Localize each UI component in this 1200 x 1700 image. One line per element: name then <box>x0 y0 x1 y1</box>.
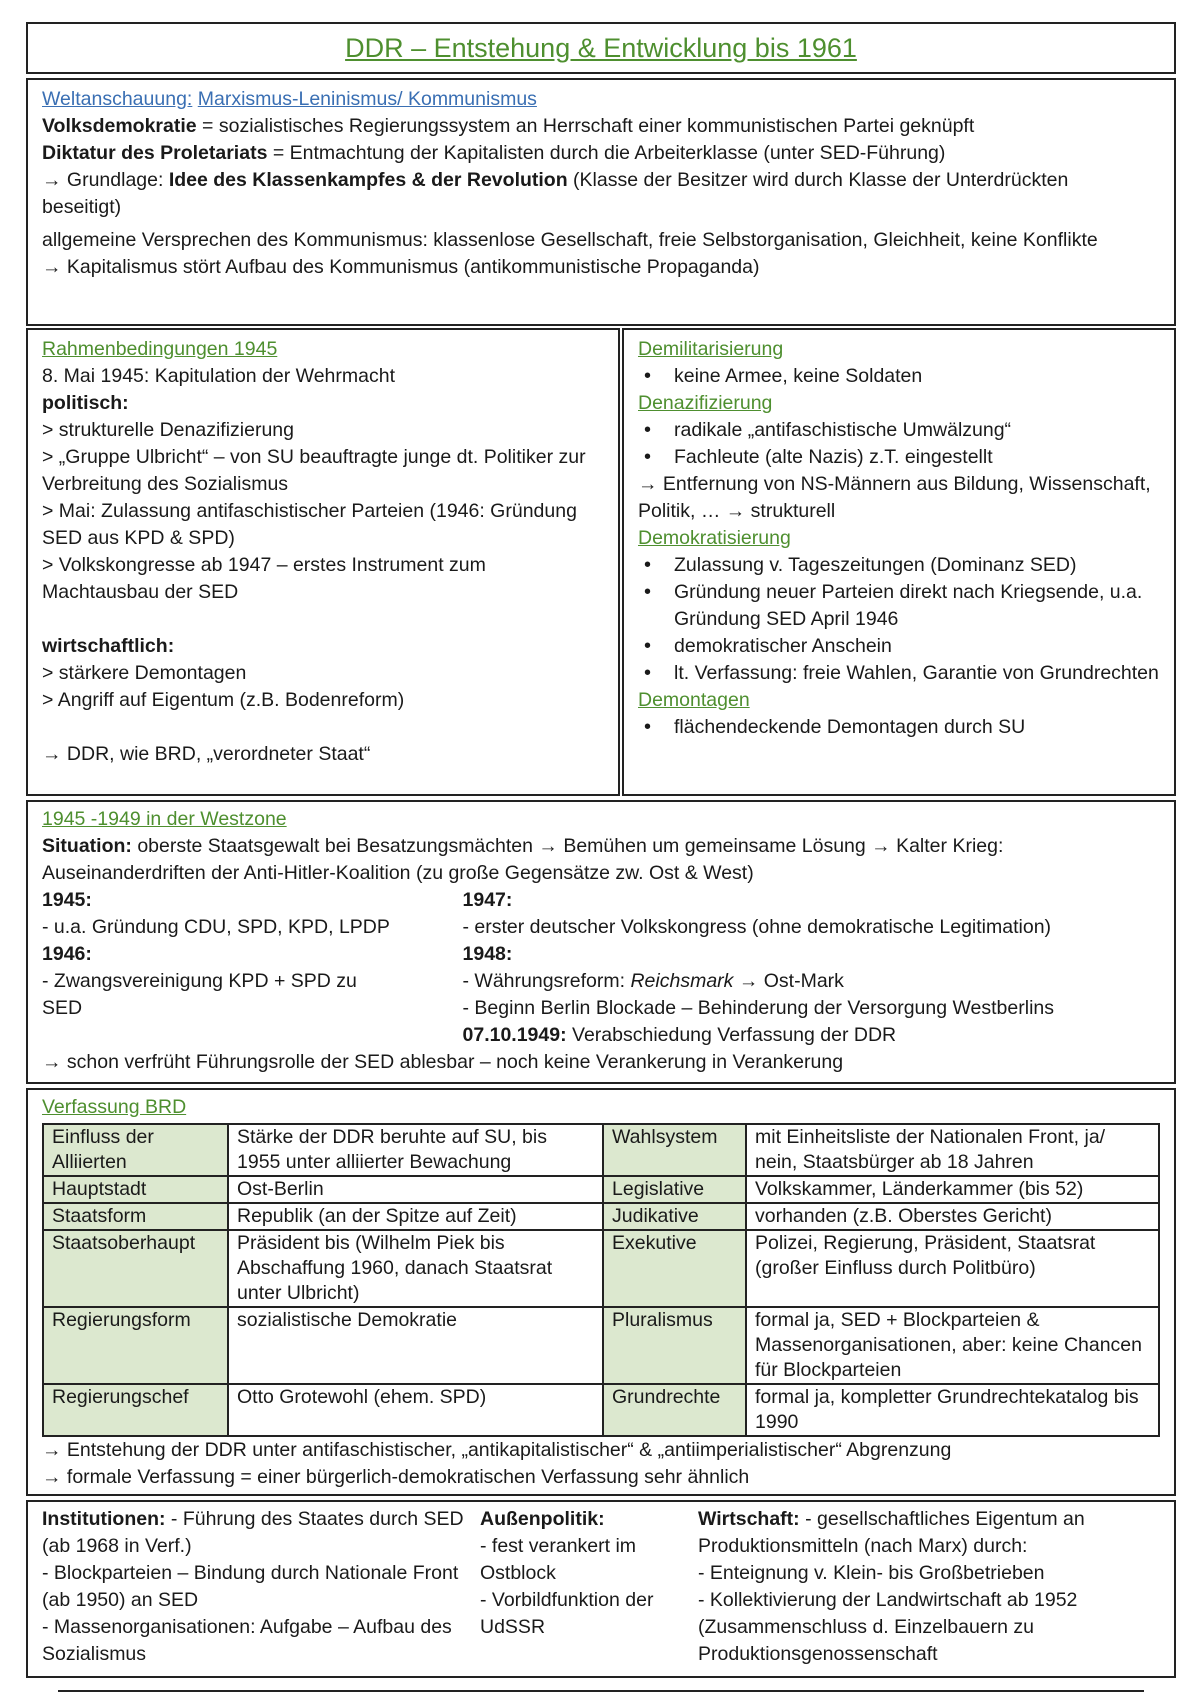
rahmen-wirt-item: > Angriff auf Eigentum (z.B. Bodenreform) <box>42 689 405 711</box>
def-volksdemokratie: = sozialistisches Regierungssystem an Herrschaft einer kommunistischen Partei geknüpft <box>196 115 975 137</box>
aussenpolitik-col <box>480 1506 698 1668</box>
grundlage-bold: Idee des Klassenkampfes & der Revolution <box>168 169 568 191</box>
demo-list <box>638 552 1160 687</box>
waehrung-pre: - Währungsreform: <box>462 970 631 992</box>
row-value: Polizei, Regierung, Präsident, Staatsrat (großer Einfluss durch Politbüro) <box>746 1230 1159 1307</box>
ideology-line-3 <box>42 167 1160 221</box>
aussenpolitik-label: Außenpolitik: <box>480 1508 605 1530</box>
row-value: Ost-Berlin <box>228 1176 603 1203</box>
row-label: Legislative <box>603 1176 746 1203</box>
wirtschaft-first-text: - gesellschaftliches Eigentum an Produktionsmitteln (nach Marx) durch: <box>698 1508 1085 1557</box>
row-label: Pluralismus <box>603 1307 746 1384</box>
westzone-left-col <box>42 887 463 1049</box>
demo-heading: Demokratisierung <box>638 527 791 549</box>
verfassung-table-body <box>43 1124 1159 1436</box>
text-1948-a <box>463 968 1161 995</box>
verfassung-note-1: → Entstehung der DDR unter antifaschistischer, „antikapitalistischer“ & „antiimperialistischer“ Abgrenzung <box>42 1439 952 1461</box>
list-item: • keine Armee, keine Soldaten <box>638 363 1160 390</box>
rahmen-heading: Rahmenbedingungen 1945 <box>42 338 278 360</box>
ideology-heading-rest: Marxismus-Leninismus/ Kommunismus <box>197 88 537 110</box>
rahmen-wirt-label <box>42 633 604 660</box>
verfassung-section <box>26 1088 1176 1496</box>
row-label: Hauptstadt <box>43 1176 228 1203</box>
demil-heading: Demilitarisierung <box>638 338 784 360</box>
verfassung-table <box>42 1123 1160 1437</box>
verfassung-heading: Verfassung BRD <box>42 1096 187 1118</box>
westzone-heading: 1945 -1949 in der Westzone <box>42 808 287 830</box>
westzone-right-col <box>463 887 1161 1049</box>
row-label: Staatsform <box>43 1203 228 1230</box>
row-value: Republik (an der Spitze auf Zeit) <box>228 1203 603 1230</box>
ideology-section <box>26 78 1176 326</box>
summary-section <box>26 1500 1176 1678</box>
verfassung-note-2: → formale Verfassung = einer bürgerlich-demokratischen Verfassung sehr ähnlich <box>42 1466 750 1488</box>
wirtschaft-first <box>698 1506 1158 1560</box>
denaz-heading: Denazifizierung <box>638 392 773 414</box>
ideology-line-4: allgemeine Versprechen des Kommunismus: klassenlose Gesellschaft, freie Selbstorganisation, Gleichheit, keine Konflikte <box>42 229 1098 251</box>
list-item: • Zulassung v. Tageszeitungen (Dominanz SED) <box>638 552 1160 579</box>
demont-heading: Demontagen <box>638 689 750 711</box>
grundlage-rest: (Klasse der Besitzer wird durch Klasse der Unterdrückten beseitigt) <box>42 169 1069 218</box>
table-row <box>43 1176 1159 1203</box>
institutionen-item: - Massenorganisationen: Aufgabe – Aufbau des Sozialismus <box>42 1616 452 1665</box>
row-label: Judikative <box>603 1203 746 1230</box>
title-box <box>26 22 1176 74</box>
institutionen-first <box>42 1506 472 1560</box>
institutionen-col <box>42 1506 480 1668</box>
text-1948-b: - Beginn Berlin Blockade – Behinderung der Versorgung Westberlins <box>462 997 1054 1019</box>
four-d-section <box>622 328 1176 796</box>
aussenpolitik-label-row <box>480 1506 670 1533</box>
list-item: • radikale „antifaschistische Umwälzung“ <box>638 417 1160 444</box>
wirt-label-text: wirtschaftlich: <box>42 635 175 657</box>
row-value: Otto Grotewohl (ehem. SPD) <box>228 1384 603 1436</box>
footer-divider <box>58 1690 1144 1692</box>
row-label: Grundrechte <box>603 1384 746 1436</box>
ideology-line-5: → Kapitalismus stört Aufbau des Kommunismus (antikommunistische Propaganda) <box>42 256 760 278</box>
demont-list <box>638 714 1160 741</box>
row-label: Regierungschef <box>43 1384 228 1436</box>
institutionen-item: - Blockparteien – Bindung durch Nationale Front (ab 1950) an SED <box>42 1562 459 1611</box>
situation-text: oberste Staatsgewalt bei Besatzungsmächten → Bemühen um gemeinsame Lösung → Kalter Krieg: Auseinanderdriften der Anti-Hitler-Koalition (zu große Gegensätze zw. Ost & West) <box>42 835 1004 884</box>
institutionen-label: Institutionen: <box>42 1508 166 1530</box>
row-value: Präsident bis (Wilhelm Piek bis Abschaffung 1960, danach Staatsrat unter Ulbricht) <box>228 1230 603 1307</box>
text-1946: - Zwangsvereinigung KPD + SPD zu SED <box>42 970 357 1019</box>
denaz-list <box>638 417 1160 471</box>
summary-columns <box>42 1506 1160 1668</box>
list-item: • demokratischer Anschein <box>638 633 1160 660</box>
year-1945-label: 1945: <box>42 889 92 911</box>
westzone-section <box>26 800 1176 1084</box>
aussenpolitik-item: - Vorbildfunktion der UdSSR <box>480 1589 654 1638</box>
year-1947 <box>463 887 1161 914</box>
row-value: mit Einheitsliste der Nationalen Front, ja/ nein, Staatsbürger ab 18 Jahren <box>746 1124 1159 1176</box>
westzone-columns <box>42 887 1160 1049</box>
term-volksdemokratie: Volksdemokratie <box>42 115 197 137</box>
rahmen-pol-item: > Mai: Zulassung antifaschistischer Parteien (1946: Gründung SED aus KPD & SPD) <box>42 500 577 549</box>
rahmen-pol-item: > „Gruppe Ulbricht“ – von SU beauftragte junge dt. Politiker zur Verbreitung des Sozialismus <box>42 446 586 495</box>
year-1947-label: 1947: <box>462 889 513 911</box>
pol-label-text: politisch: <box>42 392 129 414</box>
table-row <box>43 1307 1159 1384</box>
wirtschaft-item: - Enteignung v. Klein- bis Großbetrieben <box>698 1562 1045 1584</box>
ideology-line-1 <box>42 113 1160 140</box>
westzone-conclusion: → schon verfrüht Führungsrolle der SED ablesbar – noch keine Verankerung in Verankerung <box>42 1051 844 1073</box>
row-value: Stärke der DDR beruhte auf SU, bis 1955 unter alliierter Bewachung <box>228 1124 603 1176</box>
date-1949: 07.10.1949: <box>462 1024 567 1046</box>
waehrung-post: → Ost-Mark <box>733 970 844 992</box>
list-item: • lt. Verfassung: freie Wahlen, Garantie von Grundrechten <box>638 660 1160 687</box>
year-1948 <box>463 941 1161 968</box>
rahmen-conclusion: → DDR, wie BRD, „verordneter Staat“ <box>42 743 371 765</box>
wirtschaft-col <box>698 1506 1158 1668</box>
year-1945 <box>42 887 463 914</box>
rahmen-pol-item: > strukturelle Denazifizierung <box>42 419 294 441</box>
westzone-situation <box>42 833 1160 887</box>
row-value: formal ja, kompletter Grundrechtekatalog bis 1990 <box>746 1384 1159 1436</box>
rahmen-pol-label <box>42 390 604 417</box>
denaz-note: → Entfernung von NS-Männern aus Bildung, Wissenschaft, Politik, … → strukturell <box>638 473 1151 522</box>
rahmen-wirt-item: > stärkere Demontagen <box>42 662 247 684</box>
table-row <box>43 1384 1159 1436</box>
row-value: vorhanden (z.B. Oberstes Gericht) <box>746 1203 1159 1230</box>
text-1949: Verabschiedung Verfassung der DDR <box>566 1024 897 1046</box>
rahmen-date: 8. Mai 1945: Kapitulation der Wehrmacht <box>42 365 395 387</box>
row-label: Wahlsystem <box>603 1124 746 1176</box>
table-row <box>43 1203 1159 1230</box>
aussenpolitik-item: - fest verankert im Ostblock <box>480 1535 637 1584</box>
situation-label: Situation: <box>42 835 132 857</box>
list-item: • Gründung neuer Parteien direkt nach Kriegsende, u.a. Gründung SED April 1946 <box>638 579 1160 633</box>
line-1949 <box>463 1022 1161 1049</box>
list-item: • flächendeckende Demontagen durch SU <box>638 714 1160 741</box>
row-value: sozialistische Demokratie <box>228 1307 603 1384</box>
year-1946-label: 1946: <box>42 943 92 965</box>
row-label: Einfluss der Alliierten <box>43 1124 228 1176</box>
wirtschaft-item: - Kollektivierung der Landwirtschaft ab 1952 (Zusammenschluss d. Einzelbauern zu Produktionsgenossenschaft <box>698 1589 1078 1665</box>
ideology-heading <box>42 86 1160 113</box>
wirtschaft-label: Wirtschaft: <box>698 1508 800 1530</box>
row-value: Volkskammer, Länderkammer (bis 52) <box>746 1176 1159 1203</box>
def-diktatur: = Entmachtung der Kapitalisten durch die Arbeiterklasse (unter SED-Führung) <box>267 142 946 164</box>
table-row <box>43 1124 1159 1176</box>
ideology-heading-prefix: Weltanschauung: <box>42 88 193 110</box>
list-item: • Fachleute (alte Nazis) z.T. eingestellt <box>638 444 1160 471</box>
text-1945: - u.a. Gründung CDU, SPD, KPD, LPDP <box>42 916 390 938</box>
waehrung-italic: Reichsmark <box>630 970 734 992</box>
page-title: DDR – Entstehung & Entwicklung bis 1961 <box>345 33 857 63</box>
ideology-line-2 <box>42 140 1160 167</box>
institutionen-first-text: - Führung des Staates durch SED (ab 1968 in Verf.) <box>42 1508 464 1557</box>
rahmen-section <box>26 328 620 796</box>
table-row <box>43 1230 1159 1307</box>
year-1948-label: 1948: <box>462 943 513 965</box>
rahmen-pol-item: > Volkskongresse ab 1947 – erstes Instrument zum Machtausbau der SED <box>42 554 486 603</box>
row-label: Staatsoberhaupt <box>43 1230 228 1307</box>
grundlage-prefix: → Grundlage: <box>42 169 169 191</box>
year-1946 <box>42 941 463 968</box>
term-diktatur: Diktatur des Proletariats <box>42 142 268 164</box>
row-value: formal ja, SED + Blockparteien & Massenorganisationen, aber: keine Chancen für Blockparteien <box>746 1307 1159 1384</box>
row-label: Regierungsform <box>43 1307 228 1384</box>
row-label: Exekutive <box>603 1230 746 1307</box>
demil-list <box>638 363 1160 390</box>
text-1947: - erster deutscher Volkskongress (ohne demokratische Legitimation) <box>462 916 1052 938</box>
